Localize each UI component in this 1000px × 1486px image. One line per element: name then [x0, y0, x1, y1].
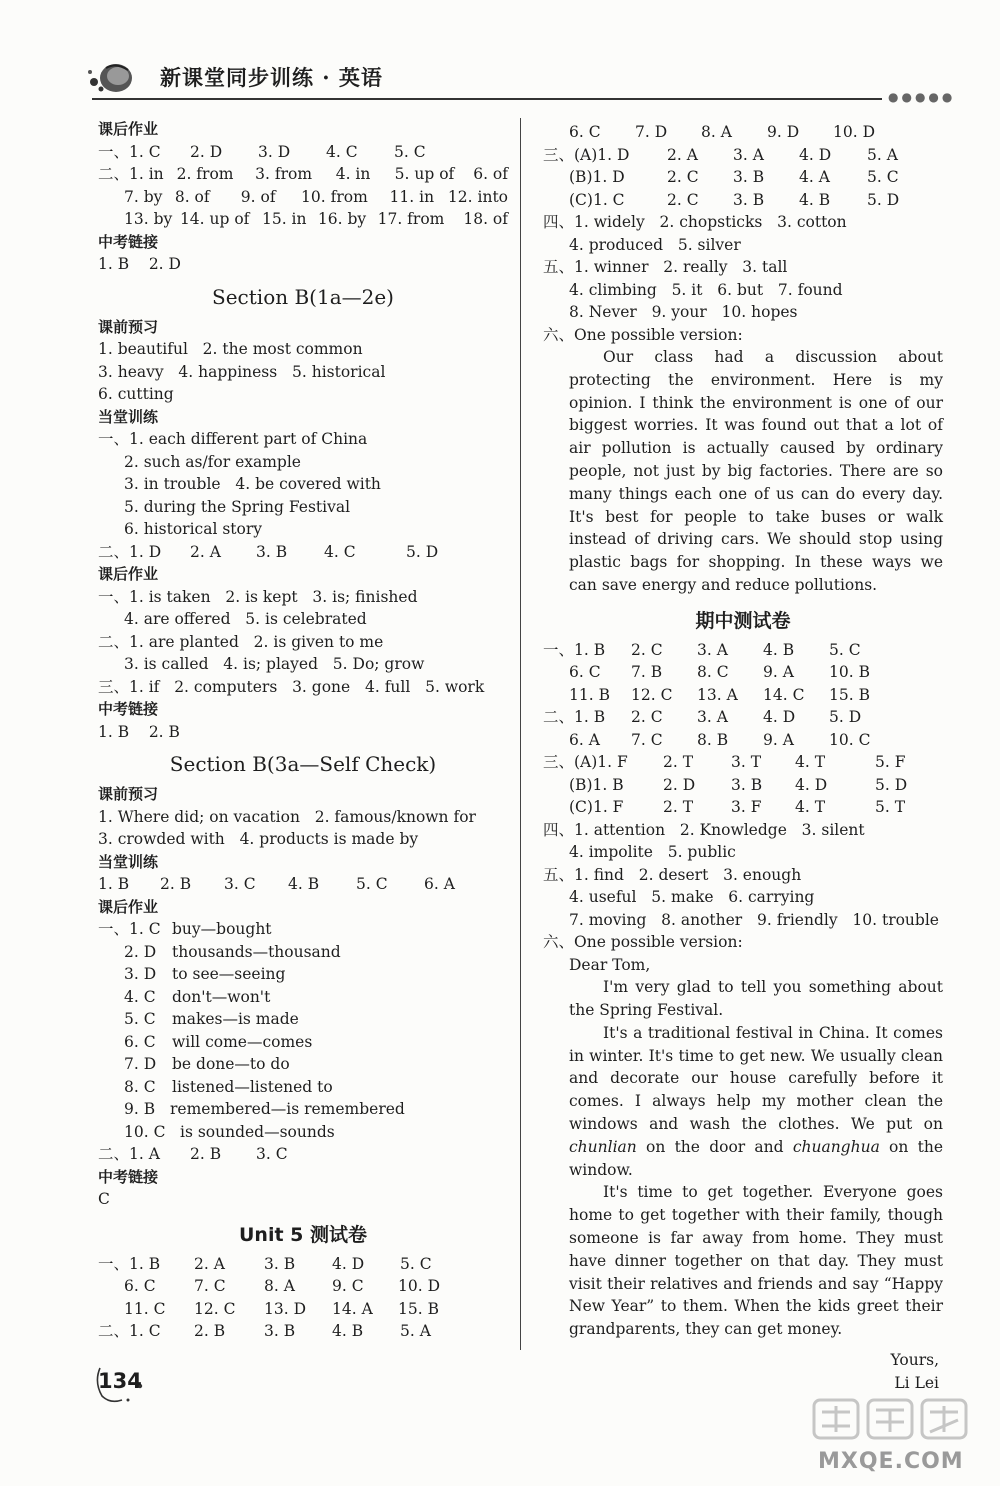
answer-row — [543, 639, 943, 662]
answer-item: 4. D — [795, 775, 828, 794]
answer-item: 13. A — [697, 685, 738, 704]
section-heading: 中考链接 — [98, 700, 159, 718]
letter-signature: Li Lei — [894, 1373, 939, 1392]
letter-text: on the window. — [569, 1137, 943, 1179]
answer-row — [98, 1008, 508, 1031]
answer-item: 5. C — [867, 168, 899, 186]
letter-paragraph — [543, 1181, 943, 1341]
answer-item: 7. B — [631, 663, 663, 682]
answer-item: 5. D — [867, 190, 900, 209]
answer-line: 6. historical story — [124, 520, 263, 538]
column-divider — [520, 118, 521, 1350]
midterm-title: 期中测试卷 — [695, 609, 791, 632]
answer-item: will come—comes — [172, 1032, 313, 1051]
section-heading: 当堂训练 — [98, 852, 159, 871]
section-heading: 课前预习 — [98, 317, 159, 336]
answer-row — [543, 706, 943, 729]
answer-item: 一、1. C — [98, 142, 161, 161]
answer-line: 三、1. if 2. computers 3. gone 4. full 5. work — [98, 677, 485, 696]
answer-item: 8. B — [697, 730, 729, 749]
answer-item: 5. F — [875, 753, 906, 772]
answer-item: 9. A — [763, 663, 794, 682]
answer-item: 7. D — [124, 1055, 157, 1073]
letter-text: It's a traditional festival in China. It comes in winter. It's time to get new. We usually clean and decorate our house carefully before it comes. I always help my mother clean the windows and wash the clothes. We put on — [569, 1023, 943, 1134]
answer-item: 14. up of — [179, 210, 250, 228]
answer-item: 17. from — [377, 210, 445, 228]
answer-line: 6. cutting — [98, 385, 174, 403]
answer-item: 二、1. D — [98, 542, 162, 561]
answer-item: thousands—thousand — [172, 942, 341, 961]
answer-item: (B)1. B — [569, 775, 624, 794]
answer-line: 8. Never 9. your 10. hopes — [569, 303, 798, 321]
answer-item: 3. C — [224, 875, 256, 893]
answer-item: 13. by — [124, 210, 173, 228]
answer-item: 4. in — [335, 165, 371, 183]
section-heading: 中考链接 — [98, 1167, 159, 1186]
letter-term: chunlian — [569, 1137, 637, 1156]
letter-term: chuanghua — [792, 1137, 880, 1156]
section-heading: 当堂训练 — [98, 407, 159, 426]
answer-row — [98, 1098, 508, 1121]
answer-line: 3. in trouble 4. be covered with — [124, 475, 381, 493]
answer-row — [98, 1298, 508, 1321]
answer-item: 3. A — [697, 640, 728, 659]
answer-row — [543, 751, 943, 774]
header-logo-icon — [84, 58, 140, 98]
answer-item: 7. C — [631, 730, 663, 749]
answer-item: 6. C — [124, 1277, 156, 1295]
left-column — [98, 118, 508, 1343]
answer-item: 12. into — [447, 187, 508, 206]
answer-item: 9. of — [240, 187, 276, 206]
answer-row — [98, 1253, 508, 1276]
answer-line: 1. beautiful 2. the most common — [98, 340, 363, 358]
answer-item: 3. D — [124, 965, 157, 983]
answer-item: 二、1. C — [98, 1322, 161, 1340]
answer-row — [98, 941, 508, 964]
answer-row — [98, 986, 508, 1009]
answer-item: 10. D — [833, 123, 876, 141]
answer-item: 5. A — [400, 1322, 431, 1340]
answer-item: 5. C — [124, 1010, 156, 1028]
answer-item: 2. from — [176, 165, 234, 183]
answer-item: 9. B — [124, 1100, 156, 1118]
answer-item: 4. D — [799, 145, 832, 164]
answer-item: 二、1. A — [98, 1145, 160, 1163]
answer-item: 3. B — [264, 1254, 296, 1273]
answer-item: 11. in — [389, 187, 435, 206]
answer-row — [543, 796, 943, 819]
answer-row — [98, 208, 508, 231]
answer-item: 10. B — [829, 663, 870, 682]
answer-item: 15. B — [829, 685, 870, 704]
answer-item: 3. B — [731, 775, 763, 794]
answer-item: 8. A — [701, 123, 732, 141]
answer-item: 3. B — [264, 1322, 296, 1340]
answer-item: 2. B — [194, 1322, 226, 1340]
letter-greeting: Dear Tom, — [569, 955, 651, 974]
answer-item: 三、(A)1. F — [543, 753, 628, 772]
answer-item: 4. B — [799, 190, 831, 209]
answer-item: 6. of — [473, 165, 509, 183]
answer-line: 四、1. attention 2. Knowledge 3. silent — [543, 820, 865, 839]
answer-line: 4. climbing 5. it 6. but 7. found — [569, 280, 843, 299]
answer-item: 14. C — [763, 685, 805, 704]
answer-item: 4. T — [795, 798, 826, 817]
section-heading: 课后作业 — [98, 565, 159, 583]
answer-row — [543, 729, 943, 752]
answer-line: 4. produced 5. silver — [569, 235, 741, 254]
answer-row — [543, 189, 943, 212]
section-title: Section B(1a—2e) — [212, 284, 394, 309]
answer-item: (C)1. F — [569, 798, 624, 817]
answer-item: 18. of — [463, 210, 509, 228]
answer-item: 10. D — [398, 1277, 441, 1295]
essay-text: Our class had a discussion about protecting the environment. Here is my opinion. I think the environment is one of our biggest worries. It was found out that a lot of air pollution is actually caused by ordinary people, not just by big factories. There are so many things each one of us can do every day. It's best for people to take buses or walk instead of driving cars. We should stop using plastic bags for shopping. In these ways we can save energy and reduce pollutions. — [569, 348, 943, 594]
answer-line: 五、1. winner 2. really 3. tall — [543, 258, 788, 276]
answer-line: 4. are offered 5. is celebrated — [124, 610, 367, 628]
answer-row — [98, 1053, 508, 1076]
answer-row — [98, 163, 508, 186]
answer-item: 15. B — [398, 1299, 439, 1318]
answer-line: 五、1. find 2. desert 3. enough — [543, 865, 802, 884]
answer-item: 16. by — [317, 210, 367, 228]
answer-item: don't—won't — [172, 987, 271, 1006]
answer-row — [98, 1143, 508, 1166]
answer-item: 8. of — [174, 187, 210, 206]
answer-row — [543, 144, 943, 167]
answer-item: remembered—is remembered — [170, 1100, 405, 1118]
answer-item: 2. A — [190, 542, 221, 561]
answer-item: 2. C — [631, 640, 663, 659]
answer-item: 一、1. C — [98, 920, 161, 938]
answer-item: 5. C — [394, 142, 426, 161]
answer-item: listened—listened to — [172, 1077, 333, 1096]
answer-line: 1. Where did; on vacation 2. famous/known for — [98, 807, 476, 826]
section-heading: 中考链接 — [98, 232, 159, 251]
answer-item: 5. C — [400, 1254, 432, 1273]
answer-item: 2. T — [663, 798, 694, 817]
answer-item: 2. C — [631, 708, 663, 727]
header-rule — [92, 98, 882, 100]
answer-item: (C)1. C — [569, 190, 625, 209]
answer-item: 2. D — [663, 775, 696, 794]
answer-item: 15. in — [261, 210, 307, 228]
header-title: 新课堂同步训练 · 英语 — [160, 65, 383, 90]
answer-item: 5. T — [875, 798, 906, 817]
answer-row — [98, 1121, 508, 1144]
answer-item: 4. C — [124, 987, 156, 1006]
letter-paragraph — [543, 1022, 943, 1182]
answer-line: 4. useful 5. make 6. carrying — [569, 888, 815, 907]
answer-item: 4. B — [288, 875, 320, 893]
answer-row — [543, 166, 943, 189]
answer-item: is sounded—sounds — [180, 1122, 335, 1141]
answer-row — [543, 684, 943, 707]
answer-item: 12. C — [194, 1299, 236, 1318]
answer-item: 2. C — [667, 168, 699, 186]
answer-item: 3. from — [255, 165, 313, 183]
answer-row — [543, 774, 943, 797]
answer-row — [98, 1320, 508, 1343]
answer-line: 3. is called 4. is; played 5. Do; grow — [124, 655, 425, 673]
answer-item: 2. C — [667, 190, 699, 209]
answer-item: 2. D — [124, 942, 157, 961]
answer-item: 7. C — [194, 1277, 226, 1295]
answer-line: 一、1. is taken 2. is kept 3. is; finished — [98, 587, 418, 606]
sample-essay — [543, 346, 943, 597]
answer-item: 3. A — [697, 708, 728, 727]
answer-item: 4. D — [332, 1254, 365, 1273]
answer-item: 三、(A)1. D — [543, 145, 630, 164]
answer-item: 2. A — [667, 145, 698, 164]
answer-row — [98, 963, 508, 986]
answer-line: 1. B 2. B — [98, 722, 180, 741]
answer-line: 一、1. each different part of China — [98, 430, 368, 448]
answer-row — [98, 1031, 508, 1054]
answer-row — [98, 873, 508, 896]
header-dots-icon: ●●●●● — [888, 90, 956, 104]
answer-row — [98, 918, 508, 941]
answer-item: 10. C — [829, 730, 871, 749]
answer-item: 5. up of — [394, 165, 455, 183]
section-title: Section B(3a—Self Check) — [169, 752, 437, 776]
answer-item: 4. T — [795, 753, 826, 772]
answer-line: 六、One possible version: — [543, 325, 743, 344]
answer-line: 1. B 2. D — [98, 255, 181, 273]
answer-row — [98, 186, 508, 209]
answer-item: 3. B — [256, 542, 288, 561]
answer-line: C — [98, 1190, 110, 1208]
answer-item: 3. A — [733, 145, 764, 164]
answer-item: 2. D — [190, 142, 223, 161]
answer-item: 9. A — [763, 730, 794, 749]
answer-item: 7. D — [635, 123, 668, 141]
answer-item: (B)1. D — [569, 168, 625, 186]
answer-item: 12. C — [631, 685, 673, 704]
letter-text: It's time to get together. Everyone goes home to get together with their family, though someone is far away from home. They must have dinner together on that day. They must visit their relatives and friends and say “Happy New Year” to them. When the kids greet their grandparents, they can get money. — [569, 1183, 943, 1339]
answer-item: 6. A — [569, 730, 600, 749]
right-column — [543, 121, 943, 1394]
answer-item: 10. from — [301, 187, 368, 206]
answer-item: 2. B — [160, 875, 192, 893]
answer-item: 3. B — [733, 168, 765, 186]
answer-item: 6. C — [569, 123, 601, 141]
answer-item: 14. A — [332, 1299, 373, 1318]
answer-item: 5. C — [829, 640, 861, 659]
answer-item: 3. T — [731, 753, 762, 772]
answer-row — [543, 121, 943, 144]
page-number: 134 — [98, 1369, 142, 1393]
answer-line: 2. such as/for example — [124, 452, 301, 471]
answer-item: 8. C — [124, 1077, 156, 1096]
answer-line: 4. impolite 5. public — [569, 843, 736, 862]
answer-item: 11. C — [124, 1299, 166, 1318]
answer-line: 3. heavy 4. happiness 5. historical — [98, 362, 386, 381]
letter-closing: Yours, — [890, 1351, 939, 1370]
answer-line: 3. crowded with 4. products is made by — [98, 830, 419, 848]
answer-item: 6. C — [124, 1032, 156, 1051]
answer-item: 二、1. in — [98, 165, 164, 183]
answer-line: 5. during the Spring Festival — [124, 497, 351, 516]
section-heading: 课前预习 — [98, 785, 159, 803]
answer-item: 8. C — [697, 663, 729, 682]
answer-item: 9. C — [332, 1277, 364, 1295]
answer-item: to see—seeing — [172, 965, 286, 983]
answer-row — [543, 661, 943, 684]
answer-item: 11. B — [569, 685, 610, 704]
answer-item: 3. D — [258, 142, 291, 161]
answer-item: 5. D — [829, 708, 862, 727]
answer-item: 10. C — [124, 1122, 166, 1141]
answer-row — [98, 141, 508, 164]
answer-item: 二、1. B — [543, 708, 606, 727]
answer-line: 7. moving 8. another 9. friendly 10. trouble — [569, 910, 939, 929]
answer-item: 5. C — [356, 875, 388, 893]
answer-item: 5. D — [875, 775, 908, 794]
answer-line: 六、One possible version: — [543, 933, 743, 952]
watermark-text: MXQE.COM — [818, 1449, 964, 1474]
answer-item: 6. C — [569, 663, 601, 682]
answer-row — [98, 1275, 508, 1298]
answer-item: 4. B — [763, 640, 795, 659]
answer-line: 四、1. widely 2. chopsticks 3. cotton — [543, 213, 847, 231]
section-heading: 课后作业 — [98, 897, 159, 916]
answer-item: 3. B — [733, 190, 765, 209]
answer-item: 4. C — [326, 142, 358, 161]
answer-item: 7. by — [124, 187, 163, 206]
answer-item: 9. D — [767, 123, 800, 141]
unit-test-title: Unit 5 测试卷 — [239, 1223, 367, 1246]
answer-item: 6. A — [424, 875, 455, 893]
answer-item: 8. A — [264, 1277, 295, 1295]
answer-item: be done—to do — [172, 1055, 290, 1073]
answer-item: 3. C — [256, 1145, 288, 1163]
answer-item: 1. B — [98, 875, 130, 893]
answer-line: 二、1. are planted 2. is given to me — [98, 632, 384, 651]
answer-item: 一、1. B — [543, 640, 606, 659]
answer-item: 13. D — [264, 1299, 307, 1318]
answer-item: 4. D — [763, 708, 796, 727]
answer-item: 4. A — [799, 168, 830, 186]
answer-row — [98, 1076, 508, 1099]
answer-item: 2. B — [190, 1145, 222, 1163]
answer-item: 一、1. B — [98, 1254, 161, 1273]
answer-item: makes—is made — [172, 1010, 299, 1028]
letter-text: on the door and — [636, 1137, 793, 1156]
letter-text: I'm very glad to tell you something about the Spring Festival. — [569, 978, 943, 1020]
answer-item: 5. D — [406, 542, 439, 561]
answer-item: 2. T — [663, 753, 694, 772]
answer-item: 4. B — [332, 1322, 364, 1340]
answer-item: 3. F — [731, 798, 762, 817]
answer-item: 2. A — [194, 1254, 225, 1273]
answer-item: buy—bought — [172, 920, 272, 938]
answer-row — [98, 541, 508, 564]
answer-item: 4. C — [324, 542, 356, 561]
letter-paragraph — [543, 976, 943, 1022]
answer-item: 5. A — [867, 145, 898, 164]
section-heading: 课后作业 — [98, 120, 159, 138]
